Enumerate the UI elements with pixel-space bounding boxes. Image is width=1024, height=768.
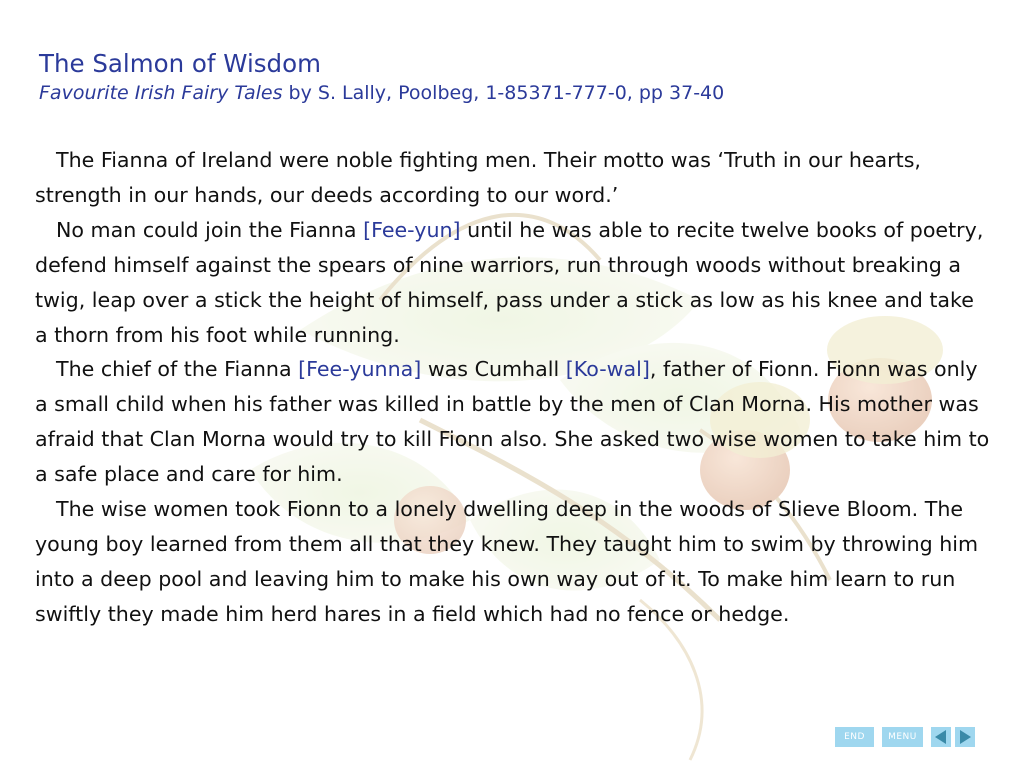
menu-button[interactable]: MENU [882,727,923,747]
page-title: The Salmon of Wisdom [39,49,321,78]
source-details: by S. Lally, Poolbeg, 1-85371-777-0, pp 37-40 [282,82,725,104]
source-citation [39,80,724,106]
header [39,48,724,106]
paragraph-text: , father of Fionn. Fionn was only a small child when his father was killed in battle by the men of Clan Morna. His mother was afraid that Clan Morna would try to kill Fionn also. She asked two wise women to take him to a safe place and care for him. [35,357,990,487]
paragraph-text: No man could join the Fianna [56,217,364,242]
pronunciation-cumhall: [Ko-wal] [565,357,650,382]
paragraph-text: until he was able to recite twelve books of poetry, defend himself against the spears of nine warriors, run through woods without breaking a twig, leap over a stick the height of himself, pass under a stick as low as his knee and take a thorn from his foot while running. [35,217,984,347]
story-paragraph-2 [35,213,991,353]
story-paragraph-3 [35,352,991,492]
arrow-right-icon[interactable] [955,727,975,747]
story-text [35,143,991,632]
end-button[interactable]: END [835,727,874,747]
book-title: Favourite Irish Fairy Tales [39,82,283,104]
paragraph-text: was Cumhall [421,357,566,382]
paragraph-text: The chief of the Fianna [56,357,299,382]
arrow-left-icon[interactable] [931,727,951,747]
pronunciation-fianna-plural: [Fee-yunna] [298,357,422,382]
story-paragraph-4: The wise women took Fionn to a lonely dwelling deep in the woods of Slieve Bloom. The young boy learned from them all that they knew. They taught him to swim by throwing him into a deep pool and leaving him to make his own way out of it. To make him learn to run swiftly they made him herd hares in a field which had no fence or hedge. [35,497,979,626]
story-paragraph-1: The Fianna of Ireland were noble fighting men. Their motto was ‘Truth in our hearts, strength in our hands, our deeds according to our word.’ [35,148,921,207]
pronunciation-fianna: [Fee-yun] [363,217,461,242]
